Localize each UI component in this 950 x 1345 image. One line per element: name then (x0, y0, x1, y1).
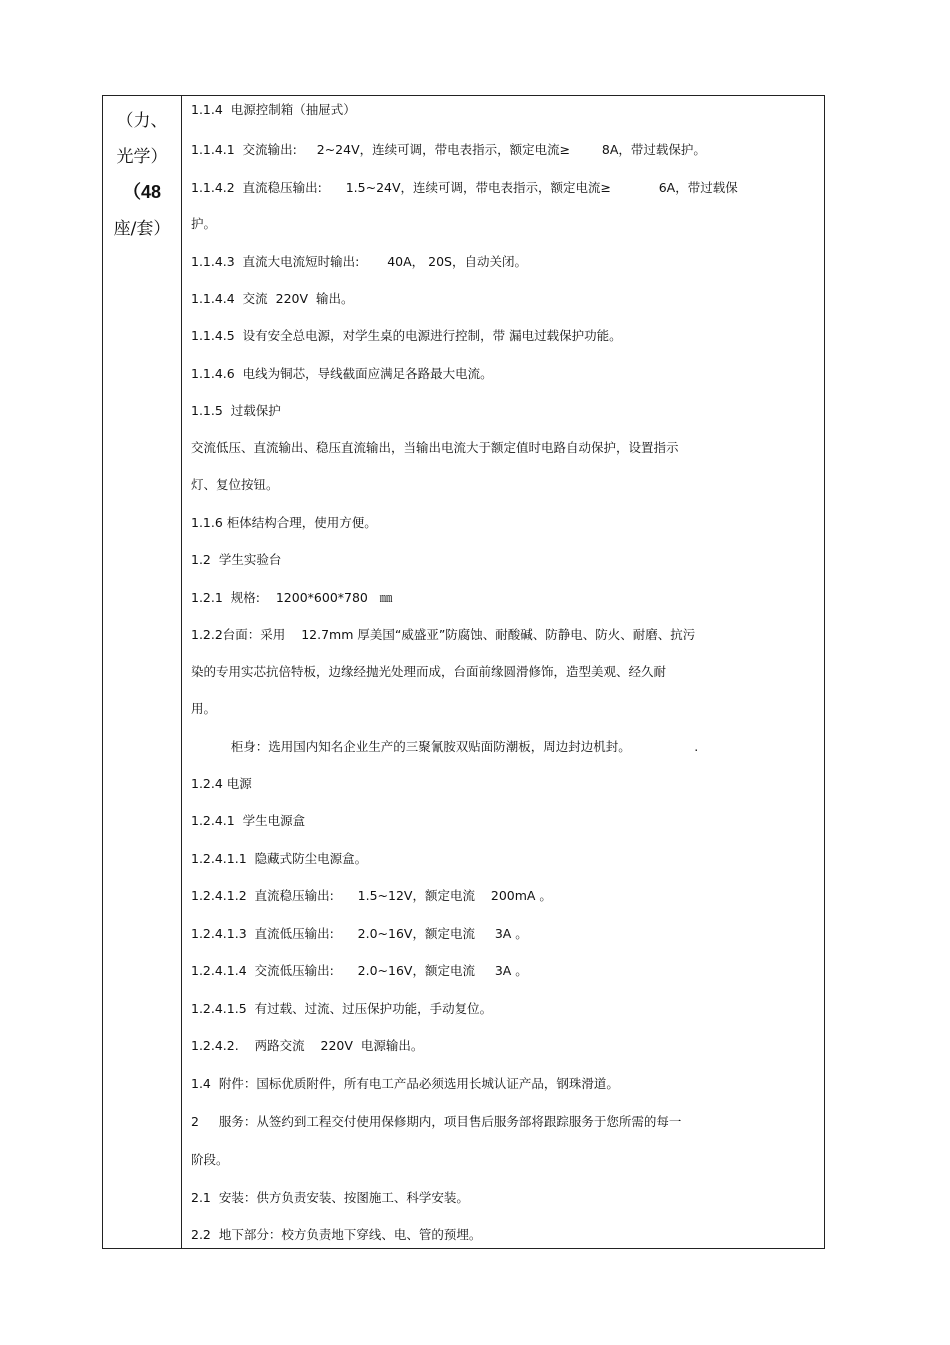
spec-line: 2.2 地下部分：校方负责地下穿线、电、管的预埋。 (191, 1227, 482, 1242)
spec-line: 1.1.4.1 交流输出: 2~24V，连续可调，带电表指示，额定电流≥ 8A，带过载保护。 (191, 142, 706, 157)
category-line: （48 (122, 182, 162, 202)
spec-line: 用。 (191, 701, 217, 716)
spec-line: 1.1.5 过载保护 (191, 403, 281, 418)
category-line: （力、 (116, 111, 168, 131)
category-line: 光学） (116, 147, 168, 167)
spec-line: 阶段。 (191, 1152, 229, 1167)
spec-line: 1.4 附件：国标优质附件，所有电工产品必须选用长城认证产品，钢珠滑道。 (191, 1076, 619, 1091)
spec-line: 1.1.4.6 电线为铜芯，导线截面应满足各路最大电流。 (191, 366, 493, 381)
spec-line: 1.1.4.2 直流稳压输出: 1.5~24V，连续可调，带电表指示，额定电流≥ 6A，带过载保 (191, 180, 738, 195)
spec-line: 灯、复位按钮。 (191, 477, 279, 492)
spec-line: 护。 (191, 216, 217, 231)
spec-line: 1.2 学生实验台 (191, 552, 282, 567)
spec-line: 1.1.6 柜体结构合理，使用方便。 (191, 515, 377, 530)
spec-line: 1.2.4.1.5 有过载、过流、过压保护功能，手动复位。 (191, 1001, 493, 1016)
spec-line: 染的专用实芯抗倍特板，边缘经抛光处理而成，台面前缘圆滑修饰，造型美观、经久耐 (191, 664, 667, 679)
spec-line: 2.1 安装：供方负责安装、按图施工、科学安装。 (191, 1190, 469, 1205)
spec-line: 1.1.4.5 设有安全总电源，对学生桌的电源进行控制，带 漏电过载保护功能。 (191, 328, 622, 343)
spec-line: 1.2.4.1.1 隐藏式防尘电源盒。 (191, 851, 368, 866)
spec-line: 1.2.4.1.2 直流稳压输出: 1.5~12V，额定电流 200mA 。 (191, 888, 552, 903)
category-line: 座/套） (113, 219, 171, 239)
spec-line: 交流低压、直流输出、稳压直流输出，当输出电流大于额定值时电路自动保护，设置指示 (191, 440, 679, 455)
spec-line: 1.1.4.3 直流大电流短时输出: 40A， 20S，自动关闭。 (191, 254, 527, 269)
spec-line: 柜身：选用国内知名企业生产的三聚氰胺双贴面防潮板，周边封边机封。 . (191, 739, 699, 754)
spec-line: 1.2.4.1.3 直流低压输出: 2.0~16V，额定电流 3A 。 (191, 926, 528, 941)
spec-line: 1.2.1 规格: 1200*600*780 ㎜ (191, 590, 393, 605)
spec-table (102, 95, 825, 1249)
spec-line: 1.2.4.1 学生电源盒 (191, 813, 306, 828)
column-divider (181, 96, 182, 1248)
spec-line: 1.1.4.4 交流 220V 输出。 (191, 291, 354, 306)
spec-line: 1.2.2台面：采用 12.7mm 厚美国“威盛亚”防腐蚀、耐酸碱、防静电、防火、耐磨、抗污 (191, 627, 696, 642)
spec-line: 2 服务：从签约到工程交付使用保修期内，项目售后服务部将跟踪服务于您所需的每一 (191, 1114, 682, 1129)
spec-line: 1.2.4.2. 两路交流 220V 电源输出。 (191, 1038, 424, 1053)
spec-line: 1.2.4.1.4 交流低压输出: 2.0~16V，额定电流 3A 。 (191, 963, 528, 978)
spec-line: 1.1.4 电源控制箱（抽屉式） (191, 102, 356, 117)
spec-line: 1.2.4 电源 (191, 776, 252, 791)
